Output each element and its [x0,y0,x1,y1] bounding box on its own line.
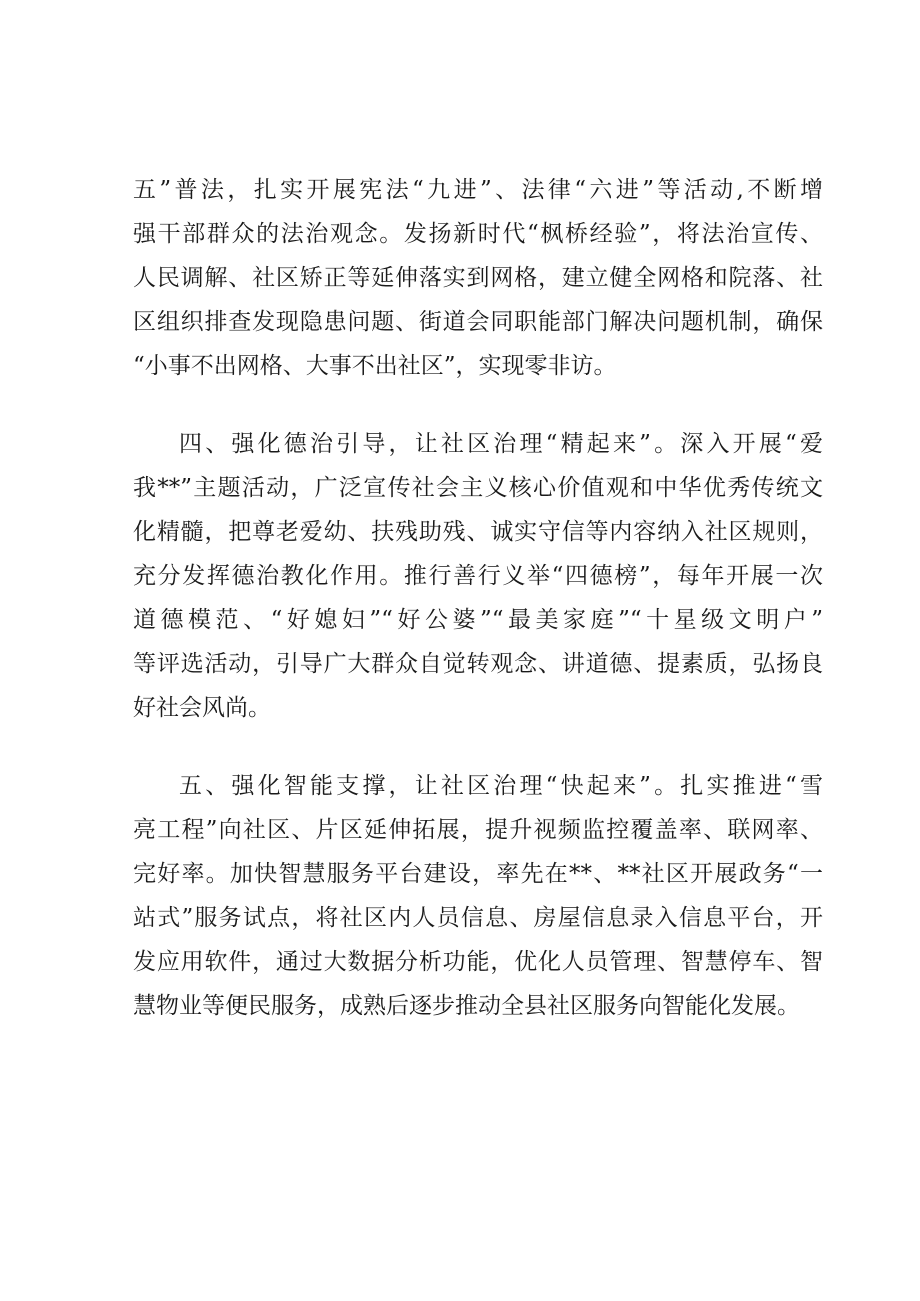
text-line: 四、强化德治引导，让社区治理“精起来”。深入开展“爱 [179,431,823,457]
text-line: 完好率。加快智慧服务平台建设，率先在**、**社区开展政务“一 [133,861,823,887]
document-body [133,168,823,1028]
text-line: 发应用软件，通过大数据分析功能，优化人员管理、智慧停车、智 [133,949,823,975]
text-line: 好社会风尚。 [133,695,271,721]
text-line: 五”普法，扎实开展宪法“九进”、法律“六进”等活动,不断增 [133,177,823,203]
text-line: 充分发挥德治教化作用。推行善行义举“四德榜”，每年开展一次 [133,563,823,589]
text-line: 人民调解、社区矫正等延伸落实到网格，建立健全网格和院落、社 [133,265,823,291]
text-line: 我**”主题活动，广泛宣传社会主义核心价值观和中华优秀传统文 [133,475,823,501]
text-line: “小事不出网格、大事不出社区”，实现零非访。 [133,353,617,379]
text-line: 强干部群众的法治观念。发扬新时代“枫桥经验”，将法治宣传、 [133,221,823,247]
text-line: 五、强化智能支撑，让社区治理“快起来”。扎实推进“雪 [179,773,823,799]
text-line: 等评选活动，引导广大群众自觉转观念、讲道德、提素质，弘扬良 [133,651,823,677]
text-line: 化精髓，把尊老爱幼、扶残助残、诚实守信等内容纳入社区规则， [133,519,823,545]
paragraph-smart-support [133,764,823,1028]
text-line: 亮工程”向社区、片区延伸拓展，提升视频监控覆盖率、联网率、 [133,817,823,843]
text-line: 站式”服务试点，将社区内人员信息、房屋信息录入信息平台，开 [133,905,823,931]
paragraph-rule-of-law-continued [133,168,823,388]
text-line: 慧物业等便民服务，成熟后逐步推动全县社区服务向智能化发展。 [133,993,800,1019]
paragraph-moral-governance [133,422,823,730]
text-line: 道德模范、“好媳妇”“好公婆”“最美家庭”“十星级文明户” [133,607,823,633]
text-line: 区组织排查发现隐患问题、街道会同职能部门解决问题机制，确保 [133,309,823,335]
